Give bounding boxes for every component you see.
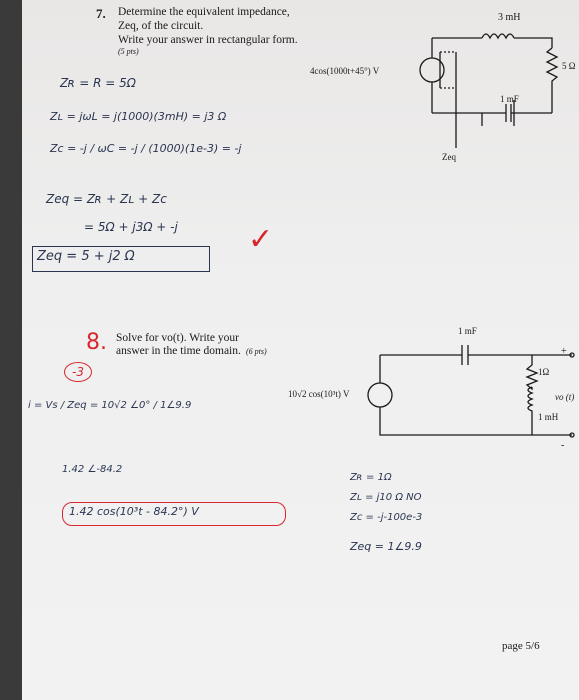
work2-answer: 1.42 cos(10³t - 84.2°) V bbox=[62, 502, 286, 526]
q8-number: 8. bbox=[86, 330, 107, 355]
q8-line2: answer in the time domain. bbox=[116, 345, 241, 357]
circuit1-source-label: 4cos(1000t+45°) V bbox=[310, 66, 380, 76]
work2-zr: Zʀ = 1Ω bbox=[350, 472, 392, 483]
circuit2-diagram bbox=[362, 325, 579, 455]
work2-magnitude: 1.42 ∠-84.2 bbox=[62, 464, 123, 475]
circuit2-source-label: 10√2 cos(10³t) V bbox=[288, 389, 350, 399]
circuit2-plus: + bbox=[561, 346, 567, 357]
q7-points: (5 pts) bbox=[118, 47, 139, 56]
q7-line1: Determine the equivalent impedance, bbox=[118, 6, 290, 18]
work2-zeq: Zeq = 1∠9.9 bbox=[350, 540, 422, 553]
work1-zeq-b: = 5Ω + j3Ω + -j bbox=[84, 220, 178, 234]
circuit1-zeq-label: Zeq bbox=[442, 152, 456, 162]
circuit2-vo-label: vo (t) bbox=[555, 392, 575, 402]
q7-line3: Write your answer in rectangular form. bbox=[118, 34, 298, 46]
work1-zl: Zʟ = jωL = j(1000)(3mH) = j3 Ω bbox=[50, 110, 227, 123]
circuit1-inductor-label: 3 mH bbox=[498, 12, 521, 23]
work2-i-expr: i = Vs / Zeq = 10√2 ∠0° / 1∠9.9 bbox=[28, 400, 192, 411]
q8-points: (6 pts) bbox=[246, 347, 267, 356]
work1-zeq-a: Zeq = Zʀ + Zʟ + Zc bbox=[46, 192, 167, 206]
circuit2-minus: - bbox=[561, 440, 565, 451]
circuit1-capacitor-label: 1 mF bbox=[500, 94, 519, 104]
q8-line1: Solve for vo(t). Write your bbox=[116, 332, 239, 344]
q8-score: -3 bbox=[64, 362, 92, 382]
q7-number: 7. bbox=[96, 6, 106, 21]
circuit2-capacitor-label: 1 mF bbox=[458, 326, 477, 336]
circuit2-inductor-label: 1 mH bbox=[538, 412, 559, 422]
check-mark-icon: ✓ bbox=[248, 223, 274, 256]
work1-zc: Zc = -j / ωC = -j / (1000)(1e-3) = -j bbox=[50, 142, 242, 155]
work1-zr: Zʀ = R = 5Ω bbox=[60, 76, 136, 90]
work2-zc: Zc = -j-100e-3 bbox=[350, 512, 423, 523]
circuit2-resistor-label: 1Ω bbox=[538, 367, 550, 377]
work2-zl: Zʟ = j10 Ω NO bbox=[350, 492, 422, 503]
circuit1-resistor-label: 5 Ω bbox=[562, 61, 576, 71]
worksheet-page bbox=[22, 0, 579, 700]
q7-line2: Zeq, of the circuit. bbox=[118, 20, 204, 32]
circuit1-diagram bbox=[382, 18, 579, 183]
page-number: page 5/6 bbox=[502, 640, 540, 652]
work1-zeq-box: Zeq = 5 + j2 Ω bbox=[32, 246, 210, 272]
